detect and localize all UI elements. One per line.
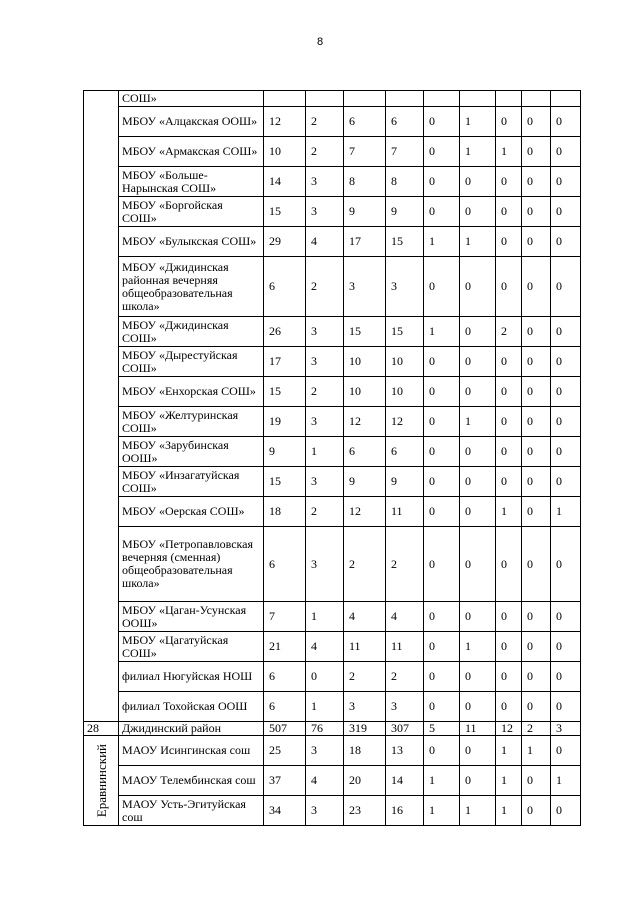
value-cell: 10 bbox=[344, 347, 386, 377]
table-row bbox=[84, 662, 581, 692]
value-cell: 10 bbox=[386, 377, 424, 407]
value-cell: 0 bbox=[551, 796, 581, 826]
value-cell: 0 bbox=[460, 437, 496, 467]
school-name-cell: СОШ» bbox=[119, 91, 264, 107]
value-cell: 0 bbox=[522, 377, 551, 407]
value-cell: 2 bbox=[306, 497, 344, 527]
value-cell: 16 bbox=[386, 796, 424, 826]
table-row bbox=[84, 632, 581, 662]
summary-value-cell: 76 bbox=[306, 722, 344, 736]
value-cell: 1 bbox=[306, 602, 344, 632]
value-cell: 1 bbox=[496, 796, 522, 826]
value-cell: 15 bbox=[264, 377, 306, 407]
value-cell: 1 bbox=[496, 497, 522, 527]
value-cell: 15 bbox=[264, 197, 306, 227]
value-cell: 1 bbox=[460, 107, 496, 137]
value-cell: 0 bbox=[551, 377, 581, 407]
school-name-cell: МБОУ «Больше-Нарынская СОШ» bbox=[119, 167, 264, 197]
value-cell: 0 bbox=[522, 197, 551, 227]
value-cell: 3 bbox=[386, 257, 424, 317]
value-cell: 20 bbox=[344, 766, 386, 796]
value-cell: 3 bbox=[306, 467, 344, 497]
value-cell: 2 bbox=[386, 662, 424, 692]
value-cell: 0 bbox=[424, 497, 460, 527]
value-cell: 0 bbox=[551, 632, 581, 662]
value-cell: 0 bbox=[460, 692, 496, 722]
value-cell: 0 bbox=[496, 692, 522, 722]
value-cell: 14 bbox=[264, 167, 306, 197]
value-cell: 21 bbox=[264, 632, 306, 662]
value-cell: 0 bbox=[460, 257, 496, 317]
value-cell: 11 bbox=[344, 632, 386, 662]
value-cell: 0 bbox=[551, 467, 581, 497]
table-row bbox=[84, 467, 581, 497]
value-cell: 4 bbox=[306, 632, 344, 662]
value-cell: 0 bbox=[460, 347, 496, 377]
school-name-cell: МБОУ «Армакская СОШ» bbox=[119, 137, 264, 167]
value-cell: 12 bbox=[386, 407, 424, 437]
value-cell: 2 bbox=[386, 527, 424, 602]
value-cell: 1 bbox=[460, 137, 496, 167]
value-cell: 0 bbox=[424, 662, 460, 692]
value-cell: 13 bbox=[386, 736, 424, 766]
value-cell: 0 bbox=[551, 137, 581, 167]
value-cell: 6 bbox=[264, 257, 306, 317]
value-cell: 12 bbox=[264, 107, 306, 137]
table-row bbox=[84, 107, 581, 137]
value-cell: 6 bbox=[344, 437, 386, 467]
value-cell bbox=[424, 91, 460, 107]
table-row bbox=[84, 91, 581, 107]
value-cell: 0 bbox=[522, 137, 551, 167]
value-cell bbox=[344, 91, 386, 107]
value-cell: 0 bbox=[496, 377, 522, 407]
value-cell: 1 bbox=[551, 497, 581, 527]
value-cell: 0 bbox=[551, 527, 581, 602]
table-row bbox=[84, 347, 581, 377]
value-cell: 0 bbox=[424, 527, 460, 602]
school-name-cell: МАОУ Усть-Эгитуйская сош bbox=[119, 796, 264, 826]
value-cell: 0 bbox=[424, 736, 460, 766]
value-cell: 4 bbox=[306, 766, 344, 796]
value-cell: 0 bbox=[522, 766, 551, 796]
value-cell: 2 bbox=[344, 527, 386, 602]
school-name-cell: МБОУ «Петропавловская вечерняя (сменная) общеобразовательная школа» bbox=[119, 527, 264, 602]
summary-value-cell: 2 bbox=[522, 722, 551, 736]
school-name-cell: МАОУ Телембинская сош bbox=[119, 766, 264, 796]
value-cell: 10 bbox=[386, 347, 424, 377]
school-name-cell: МБОУ «Дырестуйская СОШ» bbox=[119, 347, 264, 377]
value-cell: 0 bbox=[522, 602, 551, 632]
value-cell: 2 bbox=[344, 662, 386, 692]
value-cell bbox=[306, 91, 344, 107]
value-cell: 26 bbox=[264, 317, 306, 347]
schools-table bbox=[83, 90, 581, 826]
value-cell: 1 bbox=[522, 736, 551, 766]
table-row bbox=[84, 167, 581, 197]
value-cell: 0 bbox=[551, 107, 581, 137]
value-cell: 0 bbox=[496, 662, 522, 692]
table-row bbox=[84, 137, 581, 167]
value-cell: 34 bbox=[264, 796, 306, 826]
value-cell: 18 bbox=[264, 497, 306, 527]
value-cell: 0 bbox=[496, 107, 522, 137]
value-cell bbox=[496, 91, 522, 107]
value-cell: 6 bbox=[264, 527, 306, 602]
value-cell: 0 bbox=[424, 197, 460, 227]
area-cell bbox=[84, 91, 119, 722]
school-name-cell: МБОУ «Джидинская СОШ» bbox=[119, 317, 264, 347]
value-cell bbox=[264, 91, 306, 107]
value-cell: 0 bbox=[424, 467, 460, 497]
value-cell: 12 bbox=[344, 497, 386, 527]
value-cell: 0 bbox=[551, 317, 581, 347]
school-name-cell: МБОУ «Инзагатуйская СОШ» bbox=[119, 467, 264, 497]
value-cell: 11 bbox=[386, 497, 424, 527]
value-cell: 15 bbox=[344, 317, 386, 347]
value-cell: 1 bbox=[496, 736, 522, 766]
value-cell: 4 bbox=[386, 602, 424, 632]
value-cell: 2 bbox=[496, 317, 522, 347]
value-cell: 6 bbox=[344, 107, 386, 137]
value-cell: 0 bbox=[460, 497, 496, 527]
summary-value-cell: 11 bbox=[460, 722, 496, 736]
value-cell: 0 bbox=[522, 167, 551, 197]
value-cell: 0 bbox=[424, 632, 460, 662]
value-cell: 0 bbox=[424, 167, 460, 197]
value-cell: 0 bbox=[424, 437, 460, 467]
district-label: Еравнинский bbox=[93, 743, 109, 818]
value-cell: 6 bbox=[264, 692, 306, 722]
value-cell: 0 bbox=[551, 407, 581, 437]
value-cell: 0 bbox=[424, 692, 460, 722]
value-cell: 7 bbox=[386, 137, 424, 167]
value-cell: 0 bbox=[522, 692, 551, 722]
value-cell: 0 bbox=[496, 407, 522, 437]
value-cell: 0 bbox=[496, 167, 522, 197]
table-row bbox=[84, 497, 581, 527]
value-cell: 12 bbox=[344, 407, 386, 437]
district-label-cell bbox=[84, 736, 119, 826]
value-cell: 2 bbox=[306, 137, 344, 167]
table-row bbox=[84, 437, 581, 467]
table-row bbox=[84, 407, 581, 437]
value-cell: 0 bbox=[460, 527, 496, 602]
value-cell: 9 bbox=[264, 437, 306, 467]
value-cell: 0 bbox=[424, 107, 460, 137]
value-cell: 0 bbox=[460, 197, 496, 227]
value-cell: 0 bbox=[522, 407, 551, 437]
value-cell: 0 bbox=[551, 662, 581, 692]
value-cell: 8 bbox=[344, 167, 386, 197]
value-cell: 1 bbox=[551, 766, 581, 796]
value-cell: 0 bbox=[522, 796, 551, 826]
value-cell bbox=[522, 91, 551, 107]
value-cell: 0 bbox=[522, 227, 551, 257]
table-row bbox=[84, 527, 581, 602]
school-name-cell: филиал Нюгуйская НОШ bbox=[119, 662, 264, 692]
school-name-cell: МБОУ «Цагатуйская СОШ» bbox=[119, 632, 264, 662]
value-cell: 15 bbox=[386, 317, 424, 347]
value-cell: 0 bbox=[522, 257, 551, 317]
value-cell: 0 bbox=[551, 197, 581, 227]
table-row bbox=[84, 692, 581, 722]
value-cell: 37 bbox=[264, 766, 306, 796]
summary-value-cell: 3 bbox=[551, 722, 581, 736]
value-cell: 0 bbox=[522, 527, 551, 602]
value-cell: 0 bbox=[496, 437, 522, 467]
value-cell bbox=[460, 91, 496, 107]
school-name-cell: МБОУ «Оерская СОШ» bbox=[119, 497, 264, 527]
summary-value-cell: 507 bbox=[264, 722, 306, 736]
school-name-cell: филиал Тохойская ООШ bbox=[119, 692, 264, 722]
value-cell: 3 bbox=[344, 692, 386, 722]
school-name-cell: МБОУ «Желтуринская СОШ» bbox=[119, 407, 264, 437]
table-row bbox=[84, 796, 581, 826]
value-cell: 1 bbox=[460, 227, 496, 257]
value-cell: 3 bbox=[306, 407, 344, 437]
value-cell: 0 bbox=[551, 257, 581, 317]
value-cell: 3 bbox=[344, 257, 386, 317]
row-index-cell: 28 bbox=[84, 722, 119, 736]
value-cell: 1 bbox=[460, 407, 496, 437]
value-cell: 3 bbox=[386, 692, 424, 722]
value-cell: 0 bbox=[522, 632, 551, 662]
value-cell: 29 bbox=[264, 227, 306, 257]
value-cell: 0 bbox=[496, 602, 522, 632]
value-cell: 0 bbox=[496, 527, 522, 602]
value-cell: 18 bbox=[344, 736, 386, 766]
value-cell: 25 bbox=[264, 736, 306, 766]
value-cell bbox=[386, 91, 424, 107]
value-cell: 7 bbox=[264, 602, 306, 632]
value-cell: 0 bbox=[424, 257, 460, 317]
table-row bbox=[84, 602, 581, 632]
school-name-cell: МБОУ «Зарубинская ООШ» bbox=[119, 437, 264, 467]
value-cell: 0 bbox=[551, 692, 581, 722]
value-cell: 4 bbox=[344, 602, 386, 632]
value-cell: 1 bbox=[496, 137, 522, 167]
value-cell: 0 bbox=[496, 257, 522, 317]
summary-value-cell: 12 bbox=[496, 722, 522, 736]
value-cell: 0 bbox=[496, 467, 522, 497]
value-cell: 0 bbox=[522, 497, 551, 527]
school-name-cell: МБОУ «Боргойская СОШ» bbox=[119, 197, 264, 227]
value-cell: 1 bbox=[460, 796, 496, 826]
page-number: 8 bbox=[316, 36, 324, 48]
school-name-cell: МБОУ «Цаган-Усунская ООШ» bbox=[119, 602, 264, 632]
school-name-cell: МБОУ «Джидинская районная вечерняя общеобразовательная школа» bbox=[119, 257, 264, 317]
value-cell: 0 bbox=[551, 602, 581, 632]
value-cell: 0 bbox=[522, 347, 551, 377]
value-cell: 7 bbox=[344, 137, 386, 167]
value-cell: 2 bbox=[306, 257, 344, 317]
table-row bbox=[84, 766, 581, 796]
value-cell: 15 bbox=[264, 467, 306, 497]
value-cell bbox=[551, 91, 581, 107]
value-cell: 1 bbox=[424, 796, 460, 826]
school-name-cell: МБОУ «Булыкская СОШ» bbox=[119, 227, 264, 257]
value-cell: 14 bbox=[386, 766, 424, 796]
value-cell: 0 bbox=[551, 437, 581, 467]
value-cell: 15 bbox=[386, 227, 424, 257]
summary-value-cell: 319 bbox=[344, 722, 386, 736]
value-cell: 0 bbox=[424, 407, 460, 437]
value-cell: 0 bbox=[460, 377, 496, 407]
value-cell: 0 bbox=[460, 766, 496, 796]
value-cell: 3 bbox=[306, 347, 344, 377]
value-cell: 19 bbox=[264, 407, 306, 437]
value-cell: 0 bbox=[424, 602, 460, 632]
value-cell: 3 bbox=[306, 317, 344, 347]
value-cell: 0 bbox=[496, 347, 522, 377]
value-cell: 1 bbox=[496, 766, 522, 796]
value-cell: 23 bbox=[344, 796, 386, 826]
value-cell: 4 bbox=[306, 227, 344, 257]
value-cell: 9 bbox=[344, 197, 386, 227]
value-cell: 9 bbox=[386, 197, 424, 227]
value-cell: 6 bbox=[264, 662, 306, 692]
value-cell: 10 bbox=[264, 137, 306, 167]
table-row bbox=[84, 197, 581, 227]
value-cell: 0 bbox=[551, 736, 581, 766]
school-name-cell: МАОУ Исингинская сош bbox=[119, 736, 264, 766]
value-cell: 0 bbox=[460, 602, 496, 632]
value-cell: 6 bbox=[386, 107, 424, 137]
summary-value-cell: 5 bbox=[424, 722, 460, 736]
value-cell: 0 bbox=[460, 467, 496, 497]
value-cell: 1 bbox=[424, 227, 460, 257]
table-row bbox=[84, 377, 581, 407]
value-cell: 8 bbox=[386, 167, 424, 197]
district-name-cell: Джидинский район bbox=[119, 722, 264, 736]
value-cell: 17 bbox=[344, 227, 386, 257]
value-cell: 0 bbox=[551, 227, 581, 257]
value-cell: 3 bbox=[306, 527, 344, 602]
value-cell: 1 bbox=[424, 766, 460, 796]
school-name-cell: МБОУ «Алцакская ООШ» bbox=[119, 107, 264, 137]
table-row bbox=[84, 317, 581, 347]
value-cell: 0 bbox=[306, 662, 344, 692]
value-cell: 0 bbox=[424, 347, 460, 377]
value-cell: 0 bbox=[460, 736, 496, 766]
value-cell: 2 bbox=[306, 107, 344, 137]
value-cell: 1 bbox=[460, 632, 496, 662]
value-cell: 0 bbox=[522, 662, 551, 692]
value-cell: 0 bbox=[522, 467, 551, 497]
value-cell: 9 bbox=[344, 467, 386, 497]
value-cell: 3 bbox=[306, 796, 344, 826]
value-cell: 17 bbox=[264, 347, 306, 377]
value-cell: 0 bbox=[460, 662, 496, 692]
value-cell: 1 bbox=[424, 317, 460, 347]
table-row bbox=[84, 736, 581, 766]
value-cell: 0 bbox=[522, 317, 551, 347]
value-cell: 10 bbox=[344, 377, 386, 407]
value-cell: 1 bbox=[306, 437, 344, 467]
value-cell: 0 bbox=[522, 107, 551, 137]
value-cell: 0 bbox=[460, 167, 496, 197]
value-cell: 2 bbox=[306, 377, 344, 407]
summary-value-cell: 307 bbox=[386, 722, 424, 736]
value-cell: 0 bbox=[551, 347, 581, 377]
value-cell: 9 bbox=[386, 467, 424, 497]
value-cell: 3 bbox=[306, 167, 344, 197]
value-cell: 3 bbox=[306, 736, 344, 766]
table-row bbox=[84, 257, 581, 317]
value-cell: 1 bbox=[306, 692, 344, 722]
value-cell: 0 bbox=[551, 167, 581, 197]
school-name-cell: МБОУ «Енхорская СОШ» bbox=[119, 377, 264, 407]
value-cell: 0 bbox=[424, 377, 460, 407]
value-cell: 0 bbox=[424, 137, 460, 167]
summary-row bbox=[84, 722, 581, 736]
value-cell: 0 bbox=[496, 227, 522, 257]
value-cell: 0 bbox=[460, 317, 496, 347]
value-cell: 3 bbox=[306, 197, 344, 227]
value-cell: 0 bbox=[496, 197, 522, 227]
value-cell: 11 bbox=[386, 632, 424, 662]
table-row bbox=[84, 227, 581, 257]
value-cell: 0 bbox=[496, 632, 522, 662]
value-cell: 0 bbox=[522, 437, 551, 467]
value-cell: 6 bbox=[386, 437, 424, 467]
